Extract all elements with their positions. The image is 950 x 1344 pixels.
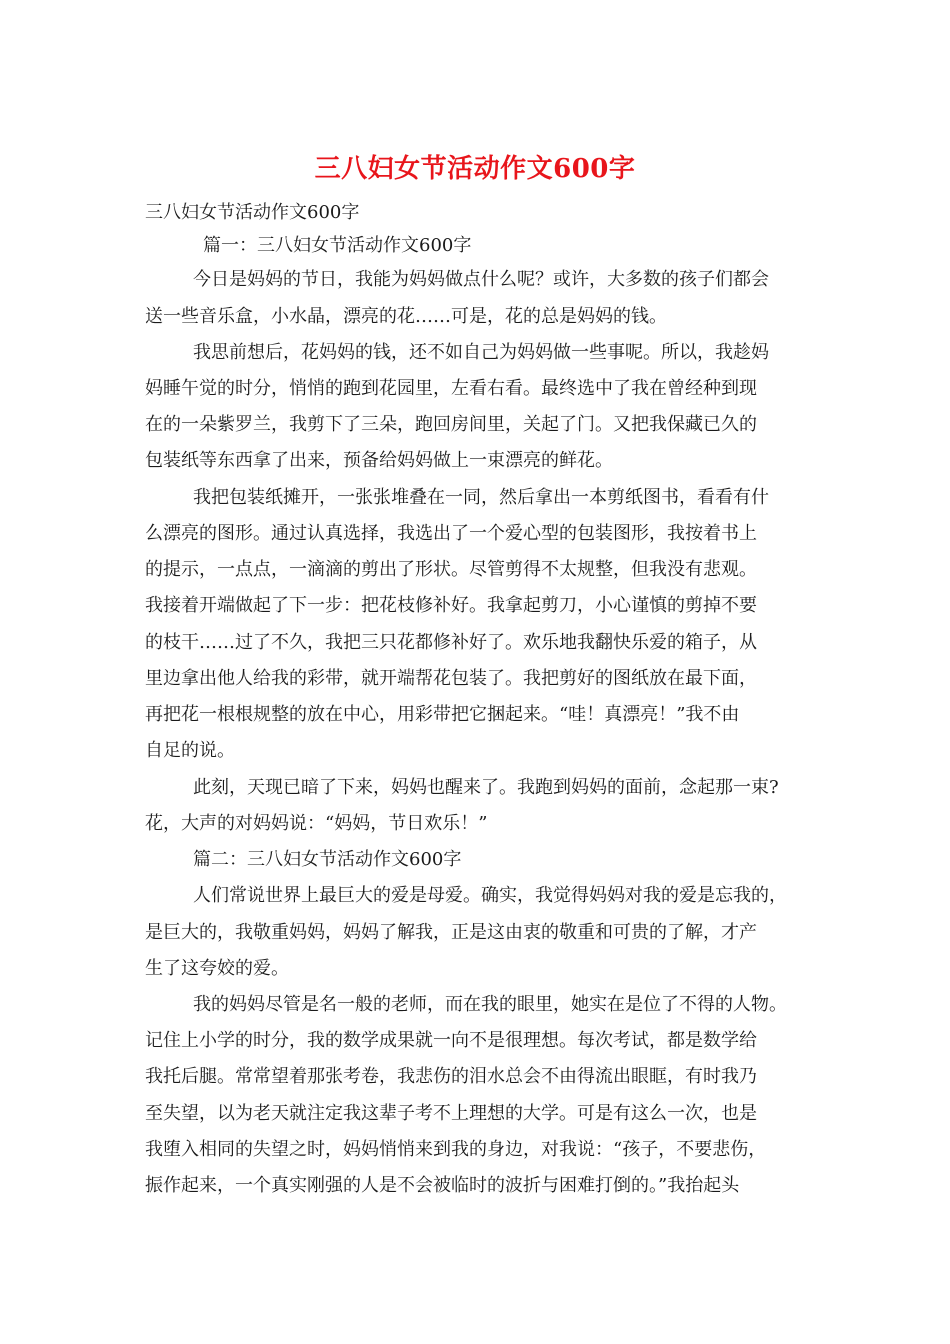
paragraph-line: 的枝干……过了不久，我把三只花都修补好了。欢乐地我翻快乐爱的箱子，从 <box>145 632 757 653</box>
paragraph-line: 我接着开端做起了下一步：把花枝修补好。我拿起剪刀，小心谨慎的剪掉不要 <box>145 595 757 616</box>
paragraph-line: 我的妈妈尽管是名一般的老师，而在我的眼里，她实在是位了不得的人物。 <box>193 994 787 1015</box>
paragraph-line: 今日是妈妈的节日，我能为妈妈做点什么呢？或许，大多数的孩子们都会 <box>193 269 769 290</box>
paragraph-line: 记住上小学的时分，我的数学成果就一向不是很理想。每次考试，都是数学给 <box>145 1030 757 1051</box>
document-title: 三八妇女节活动作文600字 <box>314 154 636 184</box>
paragraph-line: 妈睡午觉的时分，悄悄的跑到花园里，左看右看。最终选中了我在曾经种到现 <box>145 378 757 399</box>
paragraph-line: 的提示，一点点，一滴滴的剪出了形状。尽管剪得不太规整，但我没有悲观。 <box>145 559 757 580</box>
paragraph-line: 再把花一根根规整的放在中心，用彩带把它捆起来。“哇！真漂亮！”我不由 <box>145 704 740 725</box>
paragraph-line: 我思前想后，花妈妈的钱，还不如自己为妈妈做一些事呢。所以，我趁妈 <box>193 342 769 363</box>
paragraph-line: 此刻，天现已暗了下来，妈妈也醒来了。我跑到妈妈的面前，念起那一束? <box>193 777 779 798</box>
section-heading-1: 篇一：三八妇女节活动作文600字 <box>203 235 472 256</box>
paragraph-line: 么漂亮的图形。通过认真选择，我选出了一个爱心型的包装图形，我按着书上 <box>145 523 757 544</box>
paragraph-line: 花，大声的对妈妈说：“妈妈，节日欢乐！” <box>145 813 488 834</box>
paragraph-line: 包装纸等东西拿了出来，预备给妈妈做上一束漂亮的鲜花。 <box>145 450 613 471</box>
paragraph-line: 是巨大的，我敬重妈妈，妈妈了解我，正是这由衷的敬重和可贵的了解，才产 <box>145 922 757 943</box>
paragraph-line: 里边拿出他人给我的彩带，就开端帮花包装了。我把剪好的图纸放在最下面， <box>145 668 757 689</box>
paragraph-line: 我托后腿。常常望着那张考卷，我悲伤的泪水总会不由得流出眼眶，有时我乃 <box>145 1066 757 1087</box>
paragraph-line: 至失望，以为老天就注定我这辈子考不上理想的大学。可是有这么一次，也是 <box>145 1103 757 1124</box>
paragraph-line: 我堕入相同的失望之时，妈妈悄悄来到我的身边，对我说：“孩子，不要悲伤， <box>145 1139 767 1160</box>
paragraph-line: 自足的说。 <box>145 740 235 761</box>
document-subtitle: 三八妇女节活动作文600字 <box>145 202 360 223</box>
paragraph-line: 我把包装纸摊开，一张张堆叠在一同，然后拿出一本剪纸图书，看看有什 <box>193 487 769 508</box>
paragraph-line: 振作起来，一个真实刚强的人是不会被临时的波折与困难打倒的。”我抬起头 <box>145 1175 740 1196</box>
section-heading-2: 篇二：三八妇女节活动作文600字 <box>193 849 462 870</box>
paragraph-line: 在的一朵紫罗兰，我剪下了三朵，跑回房间里，关起了门。又把我保藏已久的 <box>145 414 757 435</box>
paragraph-line: 送一些音乐盒，小水晶，漂亮的花……可是，花的总是妈妈的钱。 <box>145 306 667 327</box>
paragraph-line: 人们常说世界上最巨大的爱是母爱。确实，我觉得妈妈对我的爱是忘我的， <box>193 885 787 906</box>
paragraph-line: 生了这夸姣的爱。 <box>145 958 289 979</box>
